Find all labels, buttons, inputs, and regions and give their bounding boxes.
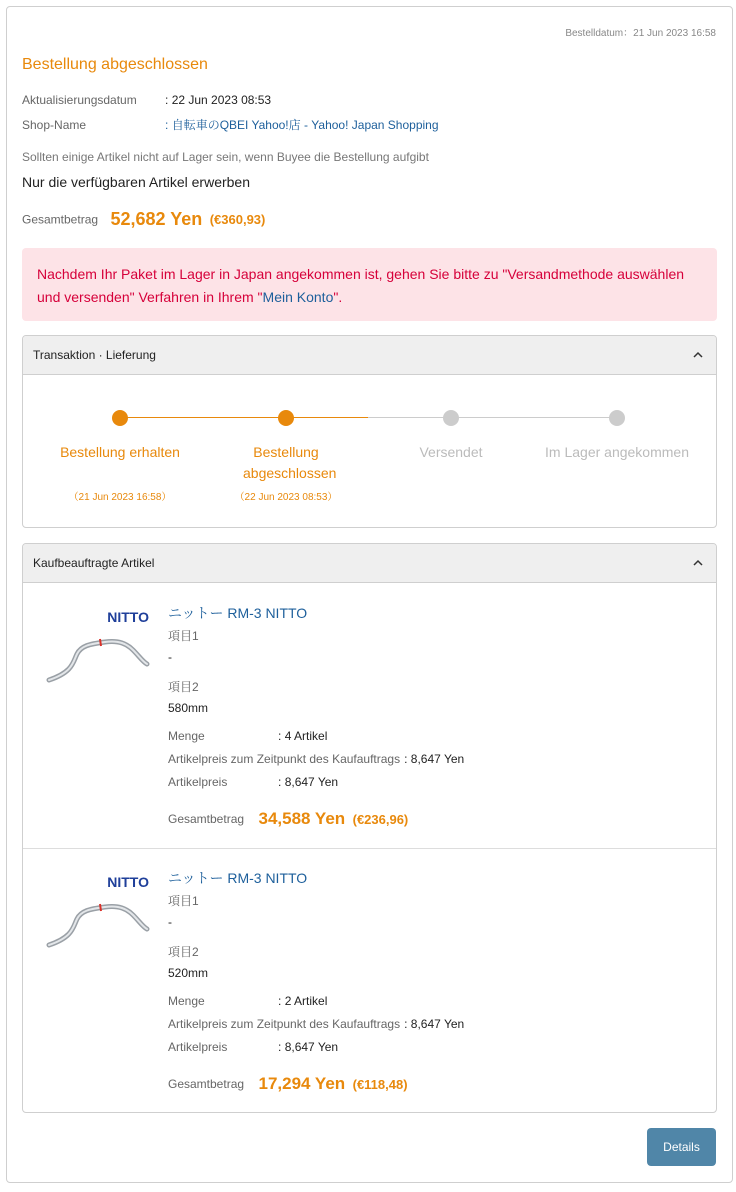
price-at-order-row [168,1017,464,1031]
item-price-row [168,1040,338,1054]
transaction-panel [22,335,717,528]
transaction-panel-title: Transaktion · Lieferung [33,348,156,362]
item-total-label: Gesamtbetrag [168,812,245,826]
colon-separator: : [278,775,282,789]
step-label-1: Bestellung erhalten [60,444,180,460]
item-total-yen: 17,294 Yen [258,1074,346,1093]
order-total-eur: (€360,93) [209,212,266,227]
brand-logo-text: NITTO [107,874,149,890]
transaction-panel-header[interactable] [23,336,716,375]
update-date-value: 22 Jun 2023 08:53 [171,93,272,107]
option1-label: 項目1 [168,894,199,908]
order-total-label: Gesamtbetrag [22,212,99,227]
item-total-eur: (€236,96) [352,811,409,827]
order-status-title: Bestellung abgeschlossen [22,56,208,73]
item-total-yen: 34,588 Yen [258,809,346,828]
item-price-label: Artikelpreis [168,775,228,789]
option2-value: 520mm [168,966,209,980]
colon-separator: : [278,729,282,743]
price-at-order-value: 8,647 Yen [410,752,465,766]
shop-name-link[interactable]: 自転車のQBEI Yahoo!店 - Yahoo! Japan Shopping [171,118,439,132]
colon-separator: : [278,1040,282,1054]
product-image[interactable] [43,867,153,955]
quantity-label: Menge [168,994,205,1008]
price-at-order-value: 8,647 Yen [410,1017,465,1031]
quantity-value: 2 Artikel [284,994,328,1008]
shop-name-row [22,116,439,133]
alert-text-end: ". [333,289,343,305]
stock-note: Sollten einige Artikel nicht auf Lager sein, wenn Buyee die Bestellung aufgibt [22,150,429,164]
item-total-eur: (€118,48) [352,1076,408,1092]
order-card [6,6,733,1183]
item-price-row [168,775,338,789]
step-dot-3 [443,410,459,426]
item-name-link[interactable]: ニットー RM-3 NITTO [168,870,308,886]
stock-option: Nur die verfügbaren Artikel erwerben [22,174,251,190]
alert-text: Nachdem Ihr Paket im Lager in Japan angekommen ist, gehen Sie bitte zu "Versandmethode auswählen und versenden" Verfahren in Ihrem " [37,266,685,305]
colon-separator: : [404,1017,408,1031]
step-date-2: （22 Jun 2023 08:53） [234,492,338,503]
my-account-link[interactable]: Mein Konto [262,289,334,305]
step-label-3: Versendet [419,444,483,460]
price-at-order-row [168,752,464,766]
option1-value: - [168,915,172,929]
brand-logo-text: NITTO [107,609,149,625]
option1-value: - [168,650,172,664]
item-name-link[interactable]: ニットー RM-3 NITTO [168,605,308,621]
item-price-value: 8,647 Yen [284,1040,339,1054]
shipping-alert [22,248,717,321]
step-label-2: Bestellung abgeschlossen [243,444,337,481]
items-panel-header[interactable] [23,544,716,583]
colon-separator: : [278,994,282,1008]
update-date-row [22,93,271,107]
order-date: Bestelldatum：21 Jun 2023 16:58 [565,28,716,39]
item-price-value: 8,647 Yen [284,775,339,789]
quantity-label: Menge [168,729,205,743]
order-total [22,209,265,230]
chevron-up-icon[interactable] [692,557,704,569]
quantity-value: 4 Artikel [284,729,328,743]
details-button[interactable]: Details [647,1128,716,1166]
colon-separator: : [165,93,169,107]
chevron-up-icon[interactable] [692,349,704,361]
item-price-label: Artikelpreis [168,1040,228,1054]
items-panel [22,543,717,1113]
step-label-4: Im Lager angekommen [545,444,689,460]
step-date-1: （21 Jun 2023 16:58） [68,492,172,503]
colon-separator: : [404,752,408,766]
progress-line-pending [368,417,618,418]
option1-label: 項目1 [168,629,199,643]
step-dot-4 [609,410,625,426]
colon-separator: : [165,118,169,132]
option2-label: 項目2 [168,945,199,959]
product-image[interactable] [43,602,153,690]
price-at-order-label: Artikelpreis zum Zeitpunkt des Kaufauftrags [168,1017,401,1031]
items-panel-title: Kaufbeauftragte Artikel [33,556,155,570]
item-total-label: Gesamtbetrag [168,1077,245,1091]
quantity-row [168,994,327,1008]
quantity-row [168,729,327,743]
step-dot-1 [112,410,128,426]
shop-name-label: Shop-Name [22,118,87,132]
option2-value: 580mm [168,701,209,715]
item-total [168,1074,408,1094]
step-dot-2 [278,410,294,426]
list-item [23,584,716,849]
option2-label: 項目2 [168,680,199,694]
price-at-order-label: Artikelpreis zum Zeitpunkt des Kaufauftrags [168,752,401,766]
order-total-yen: 52,682 Yen [110,209,203,229]
progress-line-done [120,417,368,418]
list-item [23,849,716,1113]
item-total [168,809,408,829]
update-date-label: Aktualisierungsdatum [22,93,137,107]
